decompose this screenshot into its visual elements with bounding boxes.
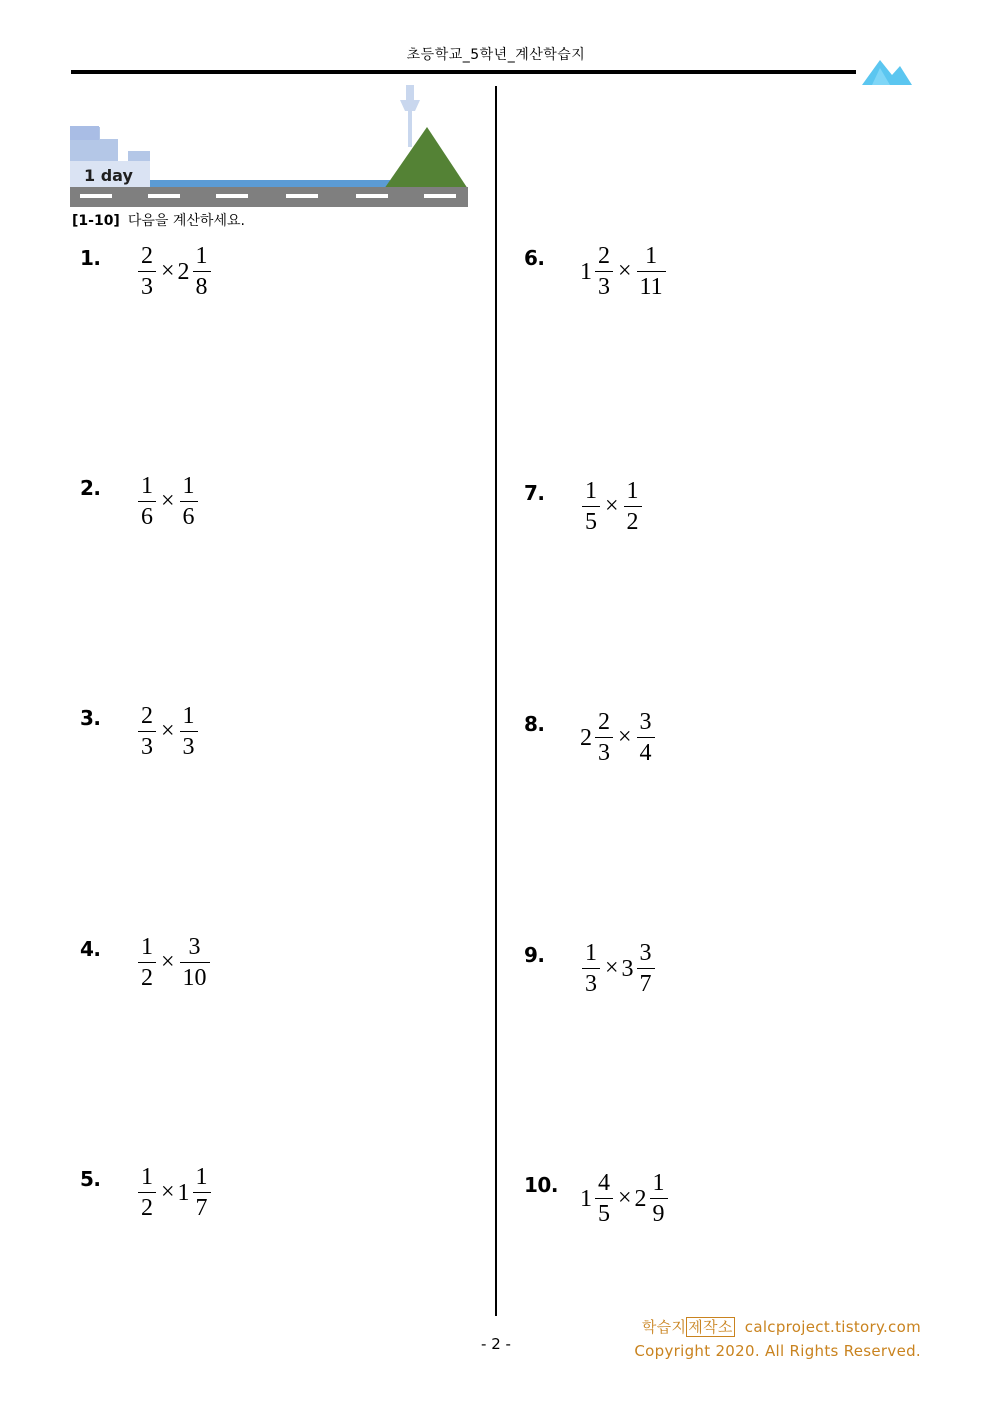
fraction — [180, 472, 198, 531]
expression — [136, 472, 200, 531]
instruction-range: [1-10] — [72, 213, 120, 229]
fraction — [650, 1169, 668, 1228]
numerator: 1 — [195, 1164, 208, 1190]
problem-number: 9. — [524, 943, 545, 967]
numerator: 3 — [639, 940, 652, 966]
denominator: 7 — [637, 968, 655, 998]
problem-number: 10. — [524, 1173, 558, 1197]
expression — [580, 1169, 670, 1228]
denominator: 6 — [180, 501, 198, 531]
footer-brand-boxed: 제작소 — [688, 1318, 733, 1336]
expression — [580, 242, 668, 301]
fraction — [193, 1163, 211, 1222]
denominator: 2 — [138, 962, 156, 992]
fraction — [138, 702, 156, 761]
instruction-text: 다음을 계산하세요. — [127, 213, 245, 229]
fraction — [595, 242, 613, 301]
numerator: 3 — [188, 934, 201, 960]
numerator: 1 — [585, 478, 597, 504]
expression — [136, 242, 213, 301]
fraction — [193, 242, 211, 301]
numerator: 2 — [141, 243, 153, 269]
fraction — [595, 708, 613, 767]
fraction — [624, 477, 642, 536]
day-banner — [70, 85, 470, 209]
expression — [136, 702, 200, 761]
instruction — [72, 210, 245, 230]
whole-part: 1 — [580, 1185, 592, 1212]
whole-part: 2 — [580, 724, 592, 751]
denominator: 10 — [180, 962, 210, 992]
denominator: 4 — [637, 737, 655, 767]
whole-part: 3 — [621, 955, 634, 982]
expression — [580, 708, 657, 767]
fraction — [180, 933, 210, 992]
multiply-sign: × — [618, 1185, 632, 1211]
numerator: 2 — [141, 703, 153, 729]
denominator: 3 — [595, 271, 613, 301]
multiply-sign: × — [605, 493, 619, 519]
multiply-sign: × — [618, 724, 632, 750]
whole-part: 2 — [177, 258, 190, 285]
multiply-sign: × — [161, 488, 175, 514]
fraction — [582, 939, 600, 998]
footer-site[interactable]: calcproject.tistory.com — [744, 1318, 921, 1336]
denominator: 7 — [193, 1192, 211, 1222]
denominator: 3 — [582, 968, 600, 998]
numerator: 1 — [141, 934, 153, 960]
denominator: 8 — [193, 271, 211, 301]
denominator: 3 — [180, 731, 198, 761]
expression — [136, 1163, 213, 1222]
document-header-title: 초등학교_5학년_계산학습지 — [406, 47, 586, 63]
numerator: 1 — [585, 940, 597, 966]
fraction — [582, 477, 600, 536]
numerator: 1 — [626, 478, 639, 504]
multiply-sign: × — [161, 949, 175, 975]
problem-number: 2. — [80, 476, 101, 500]
whole-part: 1 — [177, 1179, 190, 1206]
numerator: 1 — [141, 473, 153, 499]
denominator: 11 — [637, 271, 666, 301]
numerator: 1 — [141, 1164, 153, 1190]
numerator: 4 — [598, 1170, 610, 1196]
whole-part: 1 — [580, 258, 592, 285]
denominator: 5 — [582, 506, 600, 536]
fraction — [595, 1169, 613, 1228]
denominator: 3 — [138, 731, 156, 761]
problem-number: 8. — [524, 712, 545, 736]
problem-number: 3. — [80, 706, 101, 730]
column-divider — [495, 86, 497, 1316]
multiply-sign: × — [161, 258, 175, 284]
numerator: 1 — [182, 703, 195, 729]
page-number: - 2 - — [481, 1335, 511, 1353]
multiply-sign: × — [605, 955, 619, 981]
multiply-sign: × — [161, 1179, 175, 1205]
expression — [580, 939, 657, 998]
fraction — [180, 702, 198, 761]
problem-number: 4. — [80, 937, 101, 961]
numerator: 1 — [645, 243, 658, 269]
denominator: 3 — [595, 737, 613, 767]
problem-number: 7. — [524, 481, 545, 505]
numerator: 2 — [598, 243, 610, 269]
numerator: 1 — [182, 473, 195, 499]
whole-part: 2 — [634, 1185, 647, 1212]
denominator: 6 — [138, 501, 156, 531]
denominator: 5 — [595, 1198, 613, 1228]
fraction — [138, 242, 156, 301]
denominator: 2 — [138, 1192, 156, 1222]
problem-number: 6. — [524, 246, 545, 270]
multiply-sign: × — [161, 718, 175, 744]
mountain-logo-icon — [862, 58, 914, 86]
denominator: 9 — [650, 1198, 668, 1228]
fraction — [637, 939, 655, 998]
expression — [580, 477, 644, 536]
denominator: 2 — [624, 506, 642, 536]
fraction — [138, 1163, 156, 1222]
multiply-sign: × — [618, 258, 632, 284]
numerator: 3 — [639, 709, 652, 735]
numerator: 2 — [598, 709, 610, 735]
day-label: 1 day — [84, 166, 133, 185]
denominator: 3 — [138, 271, 156, 301]
fraction — [138, 933, 156, 992]
numerator: 1 — [195, 243, 208, 269]
fraction — [138, 472, 156, 531]
problem-number: 1. — [80, 246, 101, 270]
footer-copyright: Copyright 2020. All Rights Reserved. — [634, 1342, 921, 1360]
fraction — [637, 242, 666, 301]
fraction — [637, 708, 655, 767]
header-rule — [71, 70, 856, 74]
expression — [136, 933, 212, 992]
numerator: 1 — [652, 1170, 665, 1196]
problem-number: 5. — [80, 1167, 101, 1191]
footer-brand: 학습지 — [641, 1318, 687, 1336]
